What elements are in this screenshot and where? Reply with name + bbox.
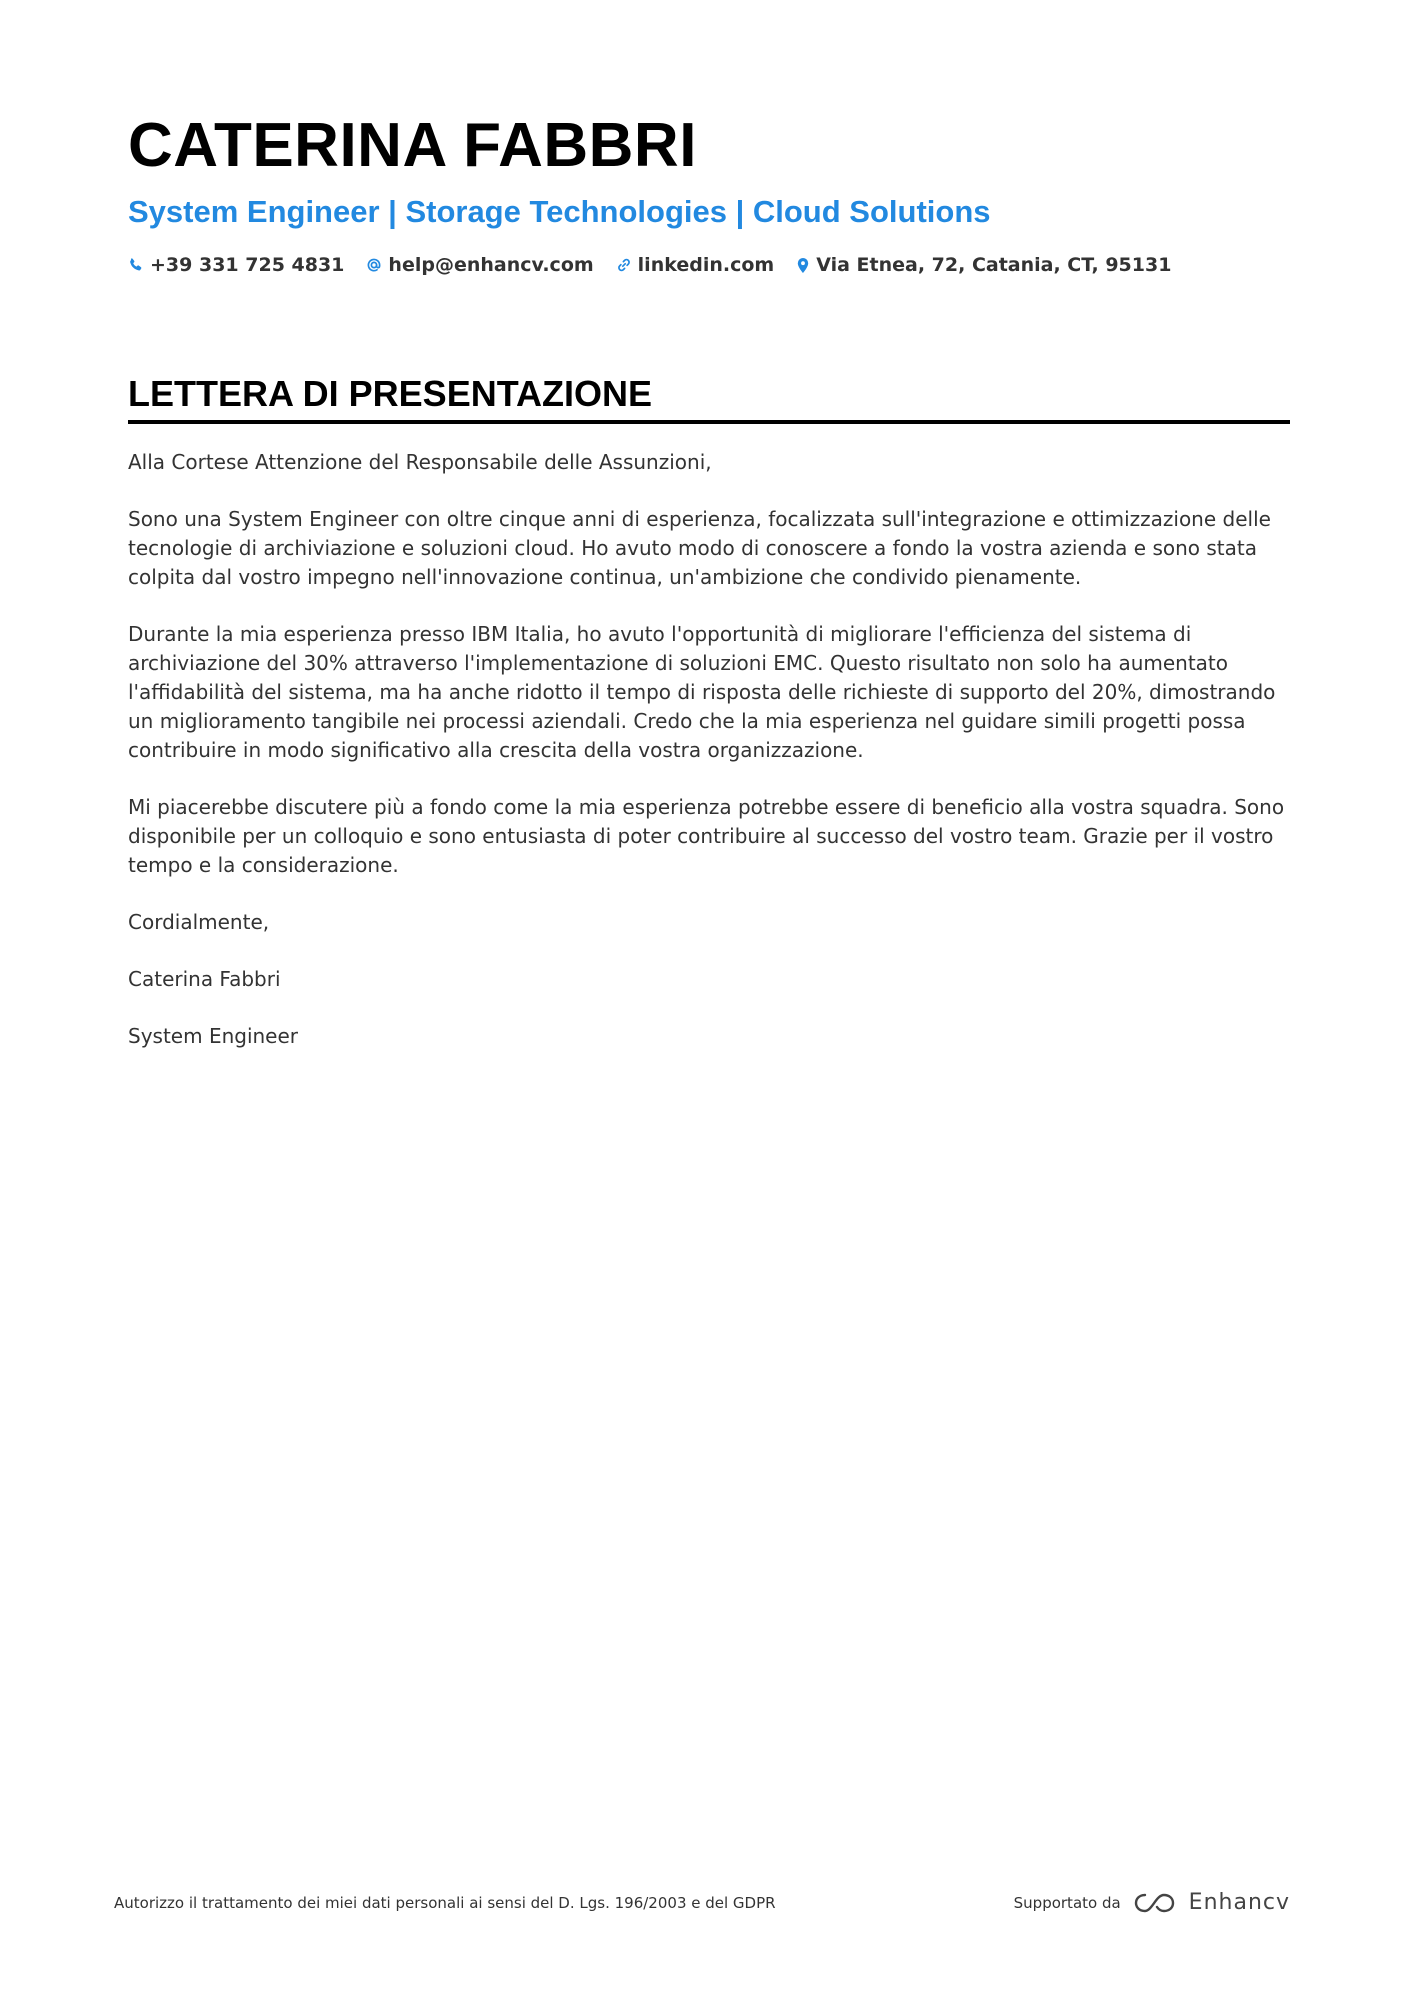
section-divider (128, 420, 1290, 424)
powered-by-label: Supportato da (1013, 1893, 1121, 1912)
letter-paragraph: Durante la mia esperienza presso IBM Italia, ho avuto l'opportunità di migliorare l'efficienza del sistema di archiviazione del 30% attraverso l'implementazione di soluzioni EMC. Questo risultato non solo ha aumentato l'affidabilità del sistema, ma ha anche ridotto il tempo di risposta delle richieste di supporto del 20%, dimostrando un miglioramento tangibile nei processi aziendali. Credo che la mia esperienza nel guidare simili progetti possa contribuire in modo significativo alla crescita della vostra organizzazione. (128, 622, 1276, 762)
contact-email[interactable] (366, 252, 593, 278)
at-icon (366, 257, 382, 273)
letter-closing: Cordialmente, (128, 910, 270, 934)
enhancv-infinity-icon (1133, 1891, 1179, 1915)
section-title: LETTERA DI PRESENTAZIONE (128, 373, 653, 414)
letter-signature-name: Caterina Fabbri (128, 967, 281, 991)
phone-icon (128, 257, 144, 273)
contact-bar (128, 252, 1290, 278)
location-pin-icon (796, 257, 810, 274)
gdpr-consent-text: Autorizzo il trattamento dei miei dati personali ai sensi del D. Lgs. 196/2003 e del GDPR (114, 1893, 776, 1912)
letter-signature-title: System Engineer (128, 1024, 299, 1048)
cover-letter-page (128, 110, 1290, 1079)
letter-salutation: Alla Cortese Attenzione del Responsabile delle Assunzioni, (128, 450, 712, 474)
contact-phone-text: +39 331 725 4831 (150, 254, 345, 276)
enhancv-brand-name: Enhancv (1188, 1890, 1290, 1915)
letter-paragraph: Sono una System Engineer con oltre cinque anni di esperienza, focalizzata sull'integrazione e ottimizzazione delle tecnologie di archiviazione e soluzioni cloud. Ho avuto modo di conoscere a fondo la vostra azienda e sono stata colpita dal vostro impegno nell'innovazione continua, un'ambizione che condivido pienamente. (128, 507, 1271, 589)
link-icon (616, 257, 632, 273)
contact-linkedin-text: linkedin.com (637, 254, 775, 276)
powered-by[interactable] (1014, 1890, 1290, 1915)
contact-address-text: Via Etnea, 72, Catania, CT, 95131 (816, 254, 1172, 276)
page-footer (114, 1890, 1290, 1915)
contact-address (796, 252, 1171, 278)
candidate-name: CATERINA FABBRI (128, 111, 697, 180)
contact-linkedin[interactable] (616, 252, 775, 278)
letter-paragraph: Mi piacerebbe discutere più a fondo come la mia esperienza potrebbe essere di beneficio alla vostra squadra. Sono disponibile per un colloquio e sono entusiasta di poter contribuire al successo del vostro team. Grazie per il vostro tempo e la considerazione. (128, 795, 1285, 877)
contact-email-text: help@enhancv.com (388, 254, 594, 276)
contact-phone (128, 252, 344, 278)
candidate-headline: System Engineer | Storage Technologies | Cloud Solutions (128, 194, 991, 229)
letter-body (128, 448, 1290, 1051)
enhancv-logo (1133, 1890, 1290, 1915)
